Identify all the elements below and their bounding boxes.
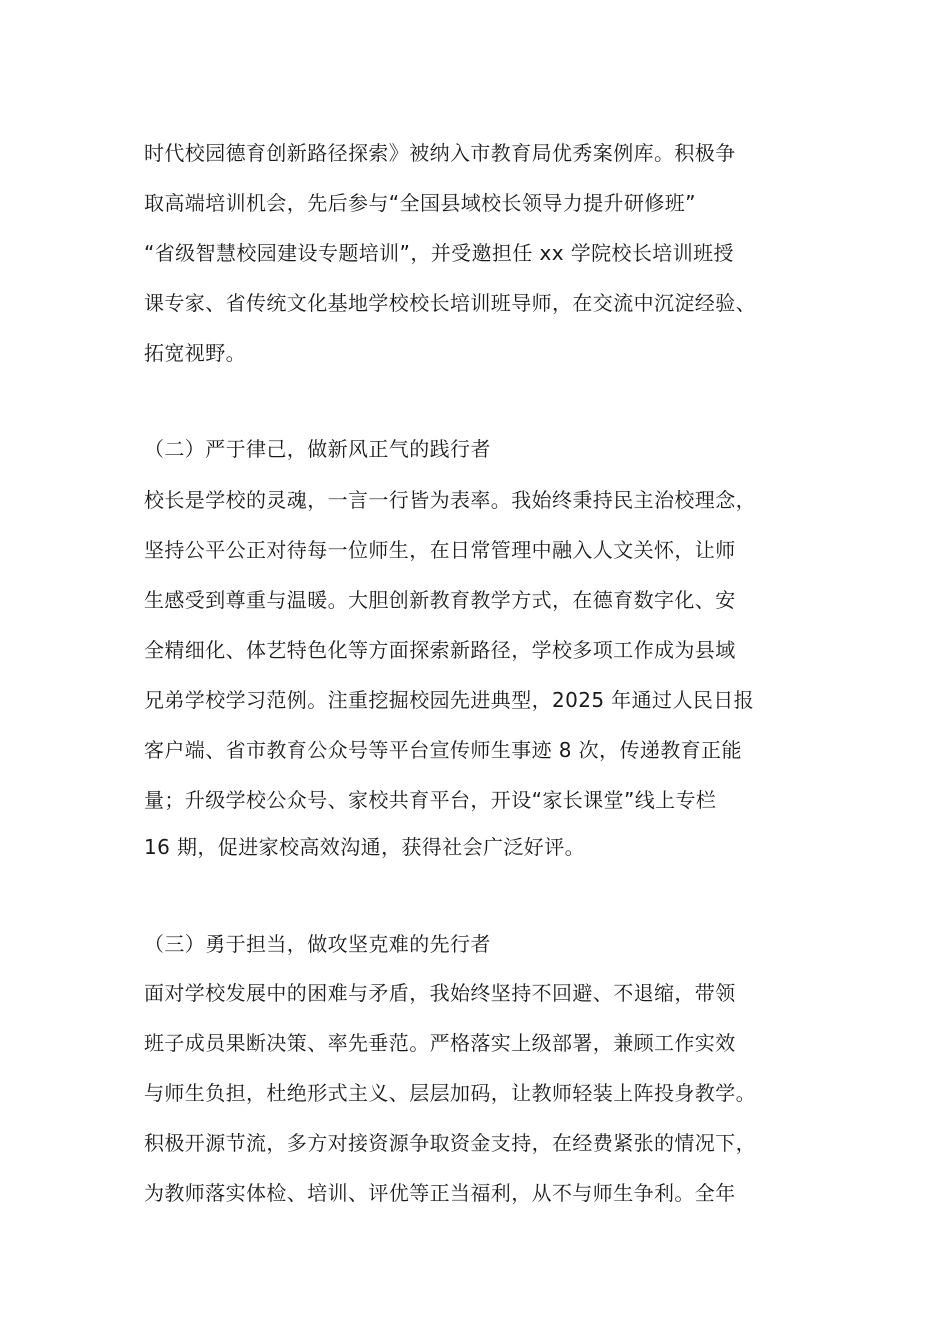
paragraph-line: 兄弟学校学习范例。注重挖掘校园先进典型，2025 年通过人民日报 xyxy=(144,688,755,712)
paragraph-line: 时代校园德育创新路径探索》被纳入市教育局优秀案例库。积极争 xyxy=(144,141,736,165)
paragraph-line: 面对学校发展中的困难与矛盾，我始终坚持不回避、不退缩，带领 xyxy=(144,981,736,1005)
paragraph-line: 课专家、省传统文化基地学校校长培训班导师，在交流中沉淀经验、 xyxy=(144,291,756,315)
paragraph-line: 生感受到尊重与温暖。大胆创新教育教学方式，在德育数字化、安 xyxy=(144,588,736,612)
paragraph-line: 校长是学校的灵魂，一言一行皆为表率。我始终秉持民主治校理念， xyxy=(144,488,756,512)
paragraph-line: 积极开源节流，多方对接资源争取资金支持，在经费紧张的情况下， xyxy=(144,1131,756,1155)
paragraph-line: 坚持公平公正对待每一位师生，在日常管理中融入人文关怀，让师 xyxy=(144,538,736,562)
paragraph-line: 量；升级学校公众号、家校共育平台，开设“家长课堂”线上专栏 xyxy=(144,788,717,812)
paragraph-line: 客户端、省市教育公众号等平台宣传师生事迹 8 次，传递教育正能 xyxy=(144,738,742,762)
paragraph-line: 16 期，促进家校高效沟通，获得社会广泛好评。 xyxy=(144,835,586,859)
paragraph-line: 取高端培训机会，先后参与“全国县域校长领导力提升研修班” xyxy=(144,191,696,215)
paragraph-line: “省级智慧校园建设专题培训”，并受邀担任 xx 学院校长培训班授 xyxy=(144,241,734,265)
section-heading: （二）严于律己，做新风正气的践行者 xyxy=(144,437,491,461)
paragraph-line: 班子成员果断决策、率先垂范。严格落实上级部署，兼顾工作实效 xyxy=(144,1031,736,1055)
paragraph-line: 全精细化、体艺特色化等方面探索新路径，学校多项工作成为县域 xyxy=(144,638,736,662)
section-heading: （三）勇于担当，做攻坚克难的先行者 xyxy=(144,932,491,956)
paragraph-line: 为教师落实体检、培训、评优等正当福利，从不与师生争利。全年 xyxy=(144,1181,736,1205)
paragraph-line: 拓宽视野。 xyxy=(144,341,246,365)
paragraph-line: 与师生负担，杜绝形式主义、层层加码，让教师轻装上阵投身教学。 xyxy=(144,1081,756,1105)
